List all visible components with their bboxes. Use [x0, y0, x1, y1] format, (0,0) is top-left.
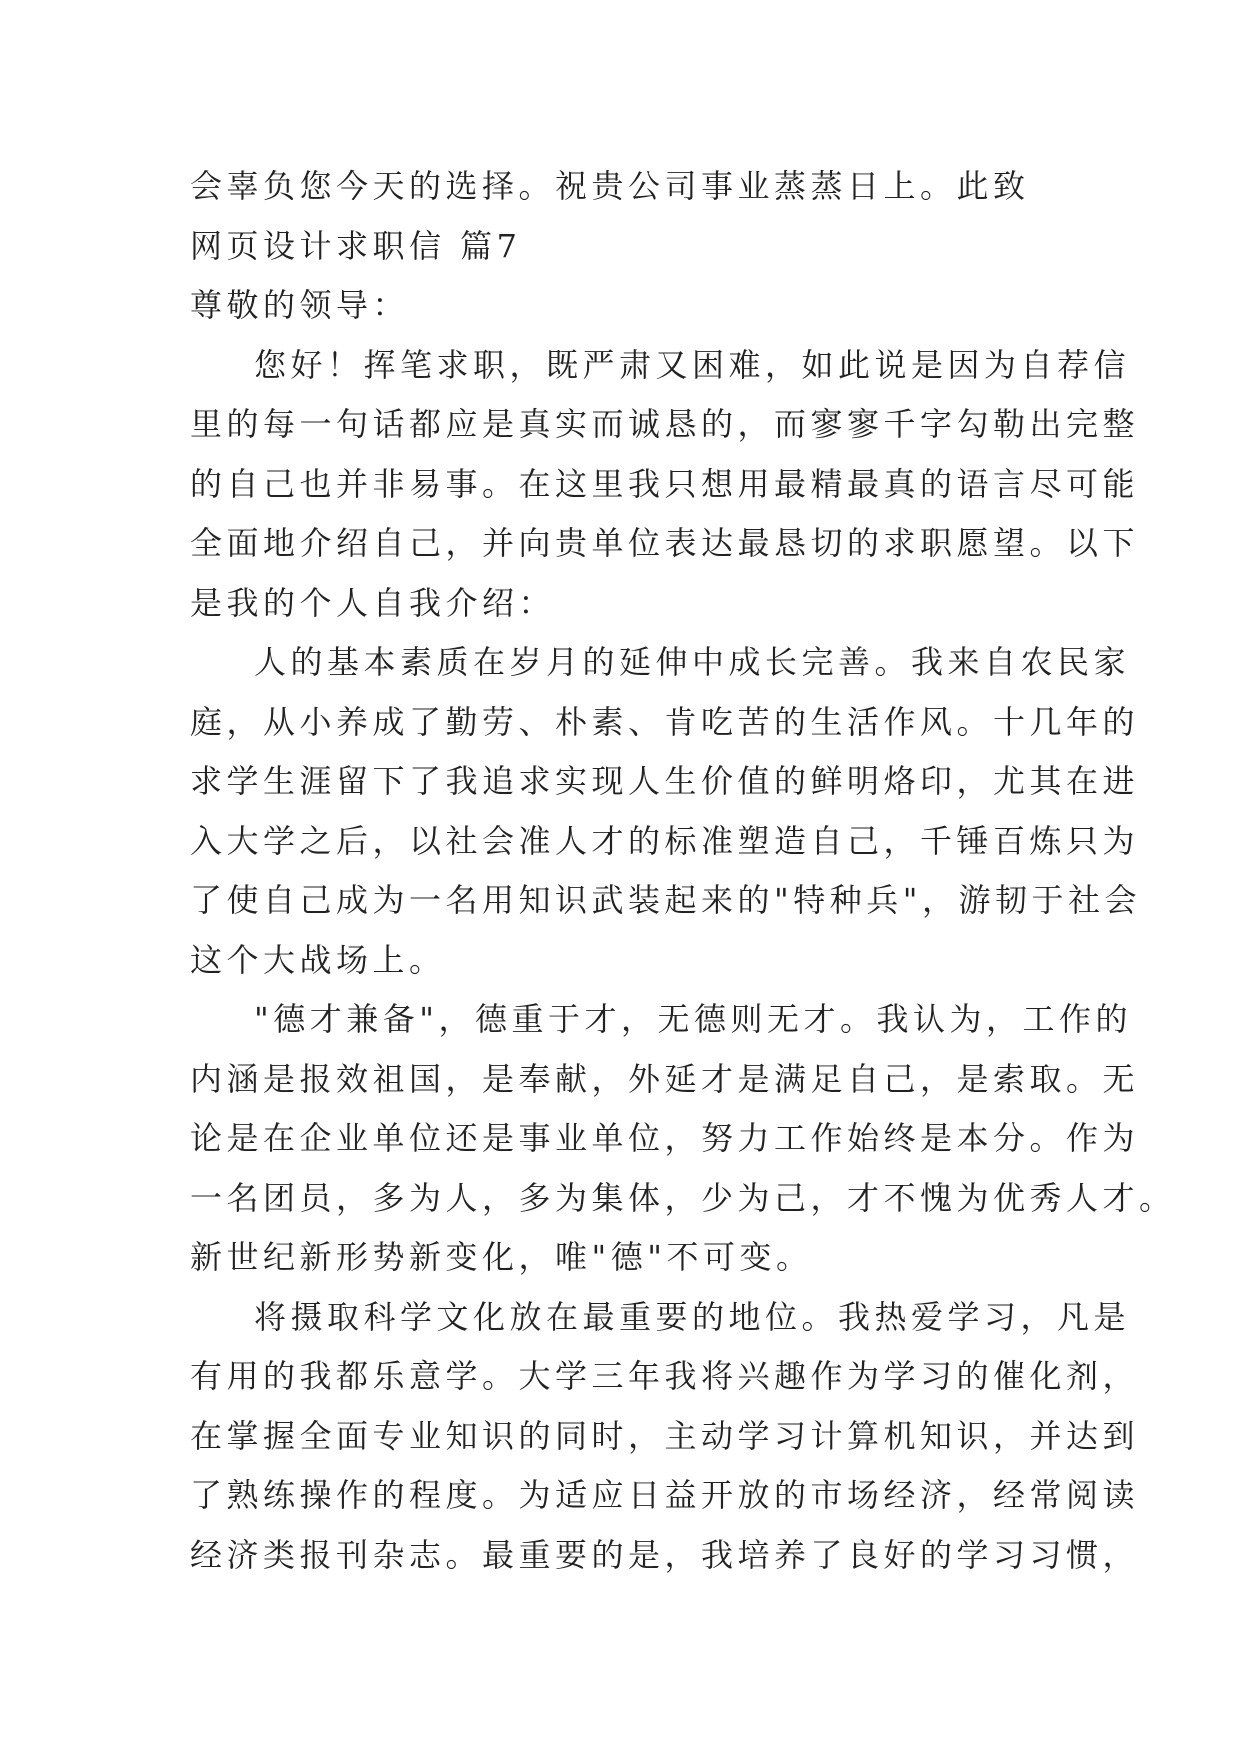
- text-line: 会辜负您今天的选择。祝贵公司事业蒸蒸日上。此致: [190, 167, 1030, 205]
- text-line: "德才兼备"，德重于才，无德则无才。我认为，工作的: [254, 1000, 1132, 1038]
- text-line: 了使自己成为一名用知识武装起来的"特种兵"，游韧于社会: [190, 881, 1141, 919]
- text-line: 内涵是报效祖国，是奉献，外延才是满足自己，是索取。无: [190, 1060, 1140, 1098]
- text-line: 里的每一句话都应是真实而诚恳的，而寥寥千字勾勒出完整: [190, 405, 1140, 443]
- text-line: 在掌握全面专业知识的同时，主动学习计算机知识，并达到: [190, 1417, 1140, 1455]
- text-line: 将摄取科学文化放在最重要的地位。我热爱学习，凡是: [254, 1298, 1131, 1336]
- text-line: 入大学之后，以社会准人才的标准塑造自己，千锤百炼只为: [190, 822, 1140, 860]
- text-line: 经济类报刊杂志。最重要的是，我培养了良好的学习习惯，: [190, 1536, 1140, 1574]
- text-line: 求学生涯留下了我追求实现人生价值的鲜明烙印，尤其在进: [190, 762, 1140, 800]
- text-line: 了熟练操作的程度。为适应日益开放的市场经济，经常阅读: [190, 1476, 1140, 1514]
- text-line: 一名团员，多为人，多为集体，少为己，才不愧为优秀人才。: [190, 1179, 1176, 1217]
- text-line: 这个大战场上。: [190, 941, 446, 979]
- text-line: 人的基本素质在岁月的延伸中成长完善。我来自农民家: [254, 643, 1131, 681]
- salutation: 尊敬的领导：: [190, 286, 410, 324]
- text-line: 的自己也并非易事。在这里我只想用最精最真的语言尽可能: [190, 465, 1140, 503]
- text-line: 是我的个人自我介绍：: [190, 584, 556, 622]
- text-line: 新世纪新形势新变化，唯"德"不可变。: [190, 1238, 813, 1276]
- section-heading: 网页设计求职信 篇7: [190, 227, 522, 265]
- text-line: 论是在企业单位还是事业单位，努力工作始终是本分。作为: [190, 1119, 1140, 1157]
- text-line: 有用的我都乐意学。大学三年我将兴趣作为学习的催化剂，: [190, 1357, 1140, 1395]
- text-line: 庭，从小养成了勤劳、朴素、肯吃苦的生活作风。十几年的: [190, 703, 1140, 741]
- text-line: 您好！挥笔求职，既严肃又困难，如此说是因为自荐信: [254, 346, 1131, 384]
- text-line: 全面地介绍自己，并向贵单位表达最恳切的求职愿望。以下: [190, 524, 1140, 562]
